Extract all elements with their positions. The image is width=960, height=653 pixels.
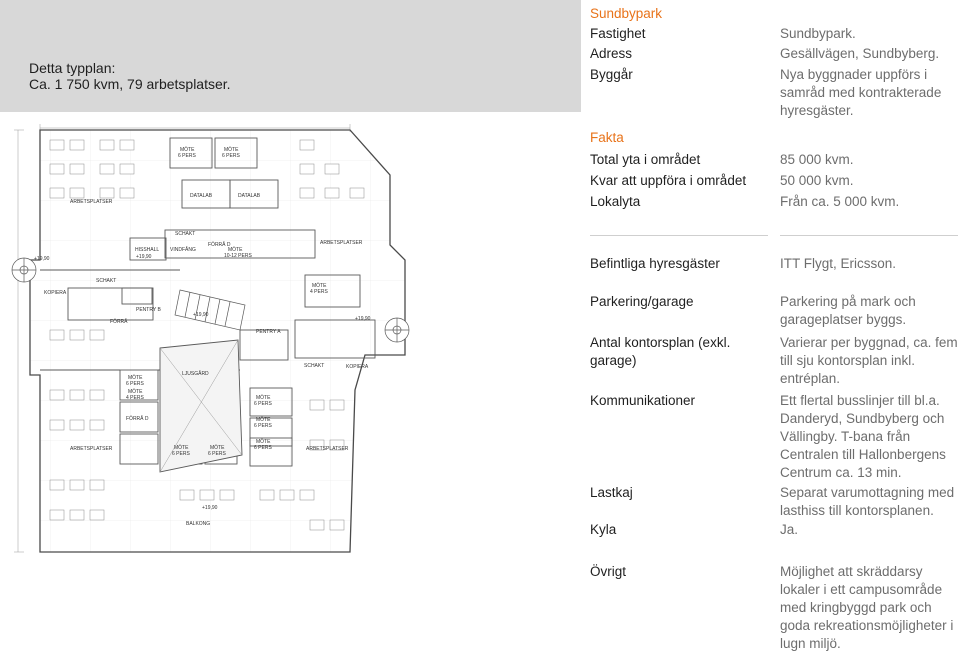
label-mote-f-size: 4 PERS	[126, 395, 144, 401]
kvar-label: Kvar att uppföra i området	[590, 173, 747, 188]
label-mote-b: MÖTE	[224, 147, 239, 153]
label-schakt-top: SCHAKT	[175, 231, 196, 237]
label-arbetsplatser-se: ARBETSPLATSER	[306, 446, 349, 452]
floor-type-heading: Detta typplan:	[29, 60, 116, 76]
label-mote-k-size: 6 PERS	[254, 445, 272, 451]
fastighet-value: Sundbypark.	[780, 26, 856, 41]
label-datalab-1: DATALAB	[190, 193, 213, 199]
label-mote-i: MÖTE	[256, 395, 271, 401]
parkering-label: Parkering/garage	[590, 294, 694, 309]
label-mote-e: MÖTE	[128, 375, 143, 381]
label-schakt-e: SCHAKT	[304, 363, 325, 369]
lokalyta-value: Från ca. 5 000 kvm.	[780, 194, 900, 209]
label-mote-j-size: 6 PERS	[254, 423, 272, 429]
label-level-e: +19,90	[355, 316, 371, 322]
label-datalab-2: DATALAB	[238, 193, 261, 199]
label-mote-h: MÖTE	[210, 445, 225, 451]
floor-type-box	[0, 0, 581, 112]
label-pentry-b: PENTRY B	[136, 307, 161, 313]
label-arbetsplatser-nw: ARBETSPLATSER	[70, 199, 113, 205]
lastkaj-label: Lastkaj	[590, 485, 633, 500]
info-panel	[590, 0, 960, 651]
label-kopiera-e: KOPIERA	[346, 364, 369, 370]
hyresgaster-label: Befintliga hyresgäster	[590, 256, 720, 271]
kommunikationer-value: Ett flertal busslinjer till bl.a. Danderyd, Sundbyberg och Vällingby. T-bana från Centralen till Hallonbergens Centrum ca. 13 min.	[780, 393, 946, 480]
label-mote-d: MÖTE	[312, 283, 327, 289]
label-mote-a-size: 6 PERS	[178, 153, 196, 159]
label-kopiera-w: KOPIERA	[44, 290, 67, 296]
label-mote-a: MÖTE	[180, 147, 195, 153]
label-mote-h-size: 6 PERS	[208, 451, 226, 457]
kvar-value: 50 000 kvm.	[780, 173, 854, 188]
total-yta-label: Total yta i området	[590, 152, 701, 167]
label-schakt-mid: SCHAKT	[96, 278, 117, 284]
label-mote-c-size: 10-12 PERS	[224, 253, 252, 259]
spiral-stair-east	[385, 318, 409, 342]
kontorsplan-label: Antal kontorsplan (exkl. garage)	[590, 335, 731, 368]
adress-label: Adress	[590, 46, 633, 61]
parkering-value: Parkering på mark och garageplatser byggs.	[780, 294, 916, 327]
label-mote-c: MÖTE	[228, 247, 243, 253]
total-yta-value: 85 000 kvm.	[780, 152, 854, 167]
lokalyta-label: Lokalyta	[590, 194, 641, 209]
floor-type-description: Ca. 1 750 kvm, 79 arbetsplatser.	[29, 76, 231, 92]
hyresgaster-value: ITT Flygt, Ericsson.	[780, 256, 897, 271]
label-ljusgard: LJUSGÅRD	[182, 371, 209, 377]
label-level-s: +19,90	[202, 505, 218, 511]
label-mote-g-size: 6 PERS	[172, 451, 190, 457]
label-level-mid: +19,90	[193, 312, 209, 318]
label-balkong: BALKONG	[186, 521, 211, 527]
fakta-title: Fakta	[590, 130, 624, 145]
info-title: Sundbypark	[590, 6, 663, 21]
building-outline	[30, 130, 405, 552]
fastighet-label: Fastighet	[590, 26, 646, 41]
label-forrad: FÖRRÅ D	[208, 242, 231, 248]
kommunikationer-label: Kommunikationer	[590, 393, 696, 408]
label-mote-i-size: 6 PERS	[254, 401, 272, 407]
label-mote-e-size: 6 PERS	[126, 381, 144, 387]
label-vindfang: VINDFÅNG	[170, 247, 196, 253]
spiral-stair-west	[12, 258, 36, 282]
label-level-w: +19,90	[34, 256, 50, 262]
label-mote-j: MÖTE	[256, 417, 271, 423]
label-mote-d-size: 4 PERS	[310, 289, 328, 295]
label-forrad-w: FÖRRÅ	[110, 319, 128, 325]
floor-plan	[10, 120, 576, 560]
label-arbetsplatser-ne: ARBETSPLATSER	[320, 240, 363, 246]
label-mote-f: MÖTE	[128, 389, 143, 395]
kyla-label: Kyla	[590, 522, 617, 537]
ovrigt-label: Övrigt	[590, 564, 627, 579]
label-hisshall: HISSHALL	[135, 247, 160, 253]
label-mote-k: MÖTE	[256, 439, 271, 445]
label-hisshall-level: +19,90	[136, 254, 152, 260]
label-forrad-sw: FÖRRÅ D	[126, 416, 149, 422]
label-pentry-a: PENTRY A	[256, 329, 281, 335]
label-arbetsplatser-sw: ARBETSPLATSER	[70, 446, 113, 452]
byggar-value: Nya byggnader uppförs i samråd med kontrakterade hyresgäster.	[780, 67, 942, 118]
kontorsplan-value: Varierar per byggnad, ca. fem till sju kontorsplan inkl. entréplan.	[780, 335, 958, 386]
adress-value: Gesällvägen, Sundbyberg.	[780, 46, 940, 61]
ovrigt-value: Möjlighet att skräddarsy lokaler i ett campusområde med kringbyggd park och goda rekreationsmöjligheter i lugn miljö.	[780, 564, 954, 651]
label-mote-b-size: 6 PERS	[222, 153, 240, 159]
label-mote-g: MÖTE	[174, 445, 189, 451]
lastkaj-value: Separat varumottagning med lasthiss till kontorsplanen.	[780, 485, 955, 518]
separator-left	[590, 235, 768, 236]
byggar-label: Byggår	[590, 67, 633, 82]
separator-right	[780, 235, 958, 236]
kyla-value: Ja.	[780, 522, 799, 537]
